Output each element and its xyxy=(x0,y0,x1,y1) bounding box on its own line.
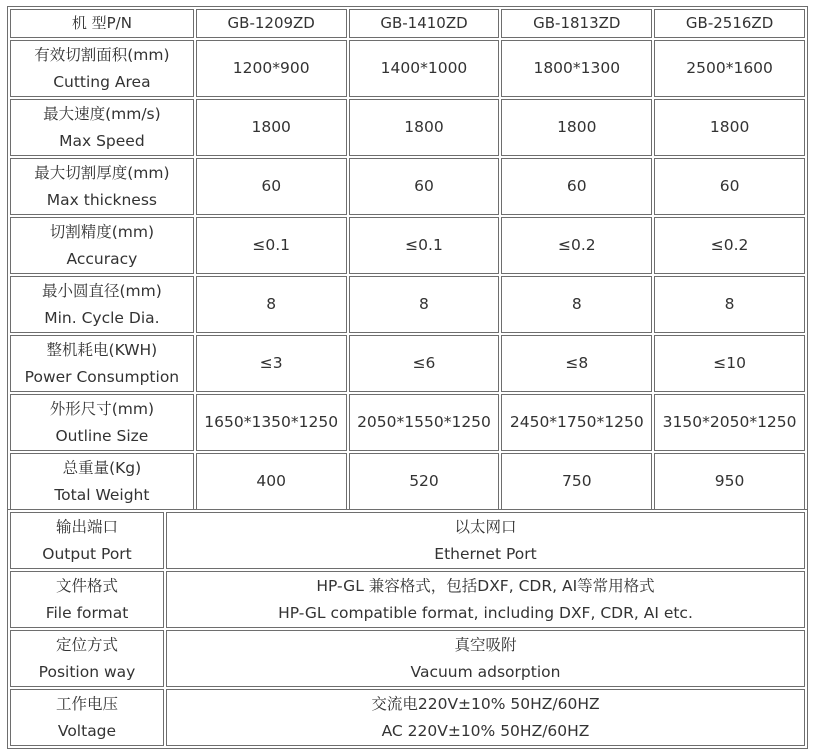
table-cell: ≤8 xyxy=(501,335,652,392)
table-cell: ≤6 xyxy=(349,335,500,392)
table-cell: 520 xyxy=(349,453,500,510)
row-label-en: Cutting Area xyxy=(53,72,151,91)
value-en: Ethernet Port xyxy=(434,544,537,563)
table-cell: ≤0.1 xyxy=(349,217,500,274)
row-label xyxy=(10,512,164,569)
value-cn: 交流电220V±10% 50HZ/60HZ xyxy=(371,694,600,713)
table-cell xyxy=(166,689,805,746)
table-cell: ≤0.2 xyxy=(654,217,805,274)
table-cell: ≤3 xyxy=(196,335,347,392)
header-cell-gb-1209zd: GB-1209ZD xyxy=(196,9,347,38)
row-label xyxy=(10,217,194,274)
table-cell: 1200*900 xyxy=(196,40,347,97)
row-label-cn: 定位方式 xyxy=(55,635,118,654)
table-row-voltage xyxy=(10,689,805,746)
row-label-en: Total Weight xyxy=(54,485,150,504)
header-cell-model: 机 型P/N xyxy=(10,9,194,38)
row-label-cn: 文件格式 xyxy=(55,576,118,595)
row-label-cn: 有效切割面积(mm) xyxy=(34,45,170,64)
table-cell: 1800*1300 xyxy=(501,40,652,97)
table-cell xyxy=(166,571,805,628)
table-row-total-weight xyxy=(10,453,805,510)
table-row-min-cycle-dia xyxy=(10,276,805,333)
row-label-cn: 工作电压 xyxy=(55,694,118,713)
table-row-max-speed xyxy=(10,99,805,156)
row-label xyxy=(10,453,194,510)
header-cell-gb-1410zd: GB-1410ZD xyxy=(349,9,500,38)
table-cell: 60 xyxy=(501,158,652,215)
table-row-cutting-area xyxy=(10,40,805,97)
table-cell: 60 xyxy=(196,158,347,215)
value-en: AC 220V±10% 50HZ/60HZ xyxy=(381,721,590,740)
table-cell: ≤0.2 xyxy=(501,217,652,274)
table-row-file-format xyxy=(10,571,805,628)
table-cell xyxy=(166,630,805,687)
row-label-cn: 切割精度(mm) xyxy=(49,222,155,241)
row-label-en: Max thickness xyxy=(46,190,157,209)
row-label-cn: 外形尺寸(mm) xyxy=(49,399,155,418)
table-cell: 1800 xyxy=(501,99,652,156)
common-spec-table xyxy=(7,509,808,749)
table-cell xyxy=(166,512,805,569)
row-label xyxy=(10,630,164,687)
row-label-en: Min. Cycle Dia. xyxy=(44,308,160,327)
table-cell: ≤0.1 xyxy=(196,217,347,274)
row-label xyxy=(10,689,164,746)
value-en: Vacuum adsorption xyxy=(410,662,561,681)
header-cell-gb-1813zd: GB-1813ZD xyxy=(501,9,652,38)
value-en: HP-GL compatible format, including DXF, CDR, AI etc. xyxy=(278,603,693,622)
row-label-cn: 整机耗电(KWH) xyxy=(46,340,158,359)
row-label-cn: 输出端口 xyxy=(55,517,118,536)
value-cn: HP-GL 兼容格式，包括DXF, CDR, AI等常用格式 xyxy=(316,576,655,595)
row-label xyxy=(10,276,194,333)
row-label xyxy=(10,99,194,156)
row-label xyxy=(10,394,194,451)
row-label-en: Power Consumption xyxy=(24,367,180,386)
table-row-power-consumption xyxy=(10,335,805,392)
table-cell: 3150*2050*1250 xyxy=(654,394,805,451)
table-cell: 400 xyxy=(196,453,347,510)
row-label xyxy=(10,40,194,97)
row-label-en: Position way xyxy=(38,662,136,681)
table-row-outline-size xyxy=(10,394,805,451)
header-cell-gb-2516zd: GB-2516ZD xyxy=(654,9,805,38)
table-cell: 8 xyxy=(349,276,500,333)
row-label-cn: 最大切割厚度(mm) xyxy=(34,163,170,182)
table-cell: 950 xyxy=(654,453,805,510)
row-label xyxy=(10,571,164,628)
row-label-en: Output Port xyxy=(42,544,132,563)
row-label xyxy=(10,158,194,215)
table-cell: 750 xyxy=(501,453,652,510)
table-cell: 60 xyxy=(349,158,500,215)
table-cell: 1800 xyxy=(349,99,500,156)
row-label-cn: 总重量(Kg) xyxy=(62,458,142,477)
table-cell: 8 xyxy=(654,276,805,333)
row-label-cn: 最大速度(mm/s) xyxy=(43,104,161,123)
table-cell: 1400*1000 xyxy=(349,40,500,97)
table-cell: 1800 xyxy=(654,99,805,156)
table-cell: 1650*1350*1250 xyxy=(196,394,347,451)
row-label-en: Accuracy xyxy=(66,249,138,268)
table-row-output-port xyxy=(10,512,805,569)
table-cell: 2450*1750*1250 xyxy=(501,394,652,451)
row-label-cn: 最小圆直径(mm) xyxy=(42,281,162,300)
value-cn: 真空吸附 xyxy=(454,635,517,654)
table-row-max-thickness xyxy=(10,158,805,215)
table-cell: 1800 xyxy=(196,99,347,156)
row-label xyxy=(10,335,194,392)
row-label-en: Max Speed xyxy=(59,131,145,150)
value-cn: 以太网口 xyxy=(454,517,517,536)
table-cell: ≤10 xyxy=(654,335,805,392)
table-cell: 8 xyxy=(501,276,652,333)
table-row-accuracy xyxy=(10,217,805,274)
table-cell: 2500*1600 xyxy=(654,40,805,97)
table-row-position-way xyxy=(10,630,805,687)
row-label-en: Outline Size xyxy=(55,426,149,445)
row-label-en: Voltage xyxy=(57,721,117,740)
table-cell: 8 xyxy=(196,276,347,333)
model-spec-table xyxy=(7,6,808,513)
table-cell: 2050*1550*1250 xyxy=(349,394,500,451)
table-header-row xyxy=(10,9,805,38)
row-label-en: File format xyxy=(45,603,129,622)
table-cell: 60 xyxy=(654,158,805,215)
